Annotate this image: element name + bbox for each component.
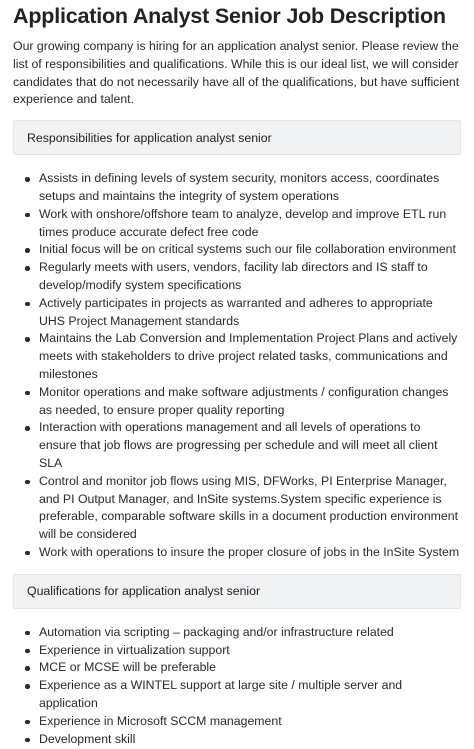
- list-item: Control and monitor job flows using MIS, DFWorks, PI Enterprise Manager, and PI Output Manager, and InSite systems.System specific experience is preferable, comparable software skills in a document production environment will be considered: [25, 473, 461, 544]
- list-item: MCE or MCSE will be preferable: [25, 659, 461, 677]
- list-item: Regularly meets with users, vendors, facility lab directors and IS staff to develop/modify system specifications: [25, 259, 461, 295]
- list-item: Maintains the Lab Conversion and Implementation Project Plans and actively meets with stakeholders to drive project related tasks, communications and milestones: [25, 330, 461, 383]
- list-item: Actively participates in projects as warranted and adheres to appropriate UHS Project Management standards: [25, 295, 461, 331]
- list-item: Assists in defining levels of system security, monitors access, coordinates setups and maintains the integrity of system operations: [25, 170, 461, 206]
- list-item: Experience in virtualization support: [25, 642, 461, 660]
- list-item: Interaction with operations management and all levels of operations to ensure that job flows are progressing per schedule and will meet all client SLA: [25, 419, 461, 472]
- list-item: Experience as a WINTEL support at large site / multiple server and application: [25, 677, 461, 713]
- list-item: Work with operations to insure the proper closure of jobs in the InSite System: [25, 544, 461, 562]
- list-item: Automation via scripting – packaging and/or infrastructure related: [25, 624, 461, 642]
- qualifications-heading: Qualifications for application analyst senior: [13, 574, 461, 609]
- list-item: Development skill: [25, 731, 461, 749]
- qualifications-list: [13, 624, 461, 749]
- responsibilities-heading: Responsibilities for application analyst senior: [13, 120, 461, 155]
- list-item: Experience in Microsoft SCCM management: [25, 713, 461, 731]
- list-item: Initial focus will be on critical systems such our file collaboration environment: [25, 241, 461, 259]
- list-item: Monitor operations and make software adjustments / configuration changes as needed, to ensure proper quality reporting: [25, 384, 461, 420]
- responsibilities-list: [13, 170, 461, 562]
- intro-paragraph: Our growing company is hiring for an application analyst senior. Please review the list of responsibilities and qualifications. While this is our ideal list, we will consider candidates that do not necessarily have all of the qualifications, but have sufficient experience and talent.: [13, 39, 460, 107]
- page-title: Application Analyst Senior Job Description: [13, 4, 446, 28]
- list-item: Work with onshore/offshore team to analyze, develop and improve ETL run times produce accurate defect free code: [25, 206, 461, 242]
